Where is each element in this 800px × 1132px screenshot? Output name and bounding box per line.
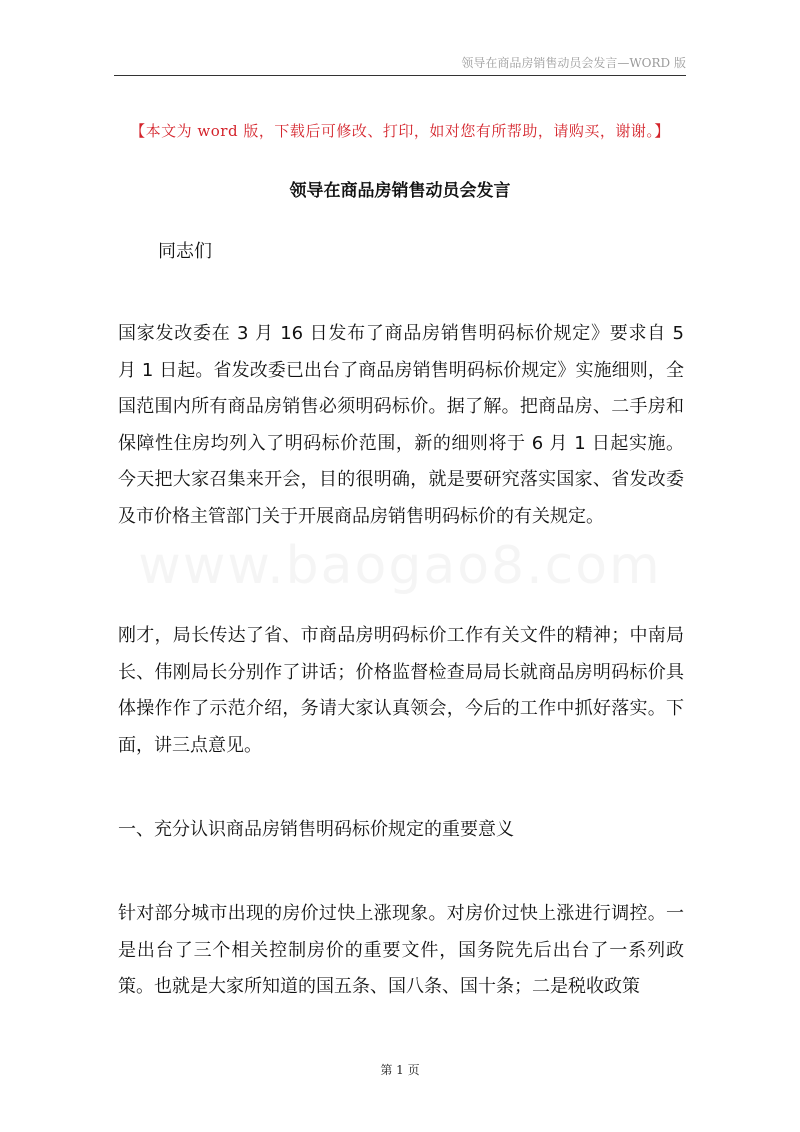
paragraph-3: 针对部分城市出现的房价过快上涨现象。对房价过快上涨进行调控。一是出台了三个相关控制房价的重要文件，国务院先后出台了一系列政策。也就是大家所知道的国五条、国八条、国十条；二是税收政策 xyxy=(118,903,684,997)
purchase-notice: 【本文为 word 版，下载后可修改、打印，如对您有所帮助，请购买，谢谢。】 xyxy=(130,122,670,140)
watermark: www.baogao8.com xyxy=(138,536,662,596)
greeting: 同志们 xyxy=(158,241,212,262)
page-number: 第 1 页 xyxy=(380,1063,420,1077)
paragraph-1: 国家发改委在 3 月 16 日发布了商品房销售明码标价规定》要求自 5 月 1 日起。省发改委已出台了商品房销售明码标价规定》实施细则，全国范围内所有商品房销售必须明码标价。据了解。把商品房、二手房和保障性住房均列入了明码标价范围，新的细则将于 6 月 1 日起实施。今天把大家召集来开会，目的很明确，就是要研究落实国家、省发改委及市价格主管部门关于开展商品房销售明码标价的有关规定。 xyxy=(118,323,684,527)
section-heading-1: 一、充分认识商品房销售明码标价规定的重要意义 xyxy=(118,819,514,840)
running-header: 领导在商品房销售动员会发言—WORD 版 xyxy=(461,56,686,70)
paragraph-2: 刚才，局长传达了省、市商品房明码标价工作有关文件的精神；中南局长、伟刚局长分别作了讲话；价格监督检查局局长就商品房明码标价具体操作作了示范介绍，务请大家认真领会，今后的工作中抓好落实。下面，讲三点意见。 xyxy=(118,625,684,756)
header-divider xyxy=(114,75,686,76)
document-title: 领导在商品房销售动员会发言 xyxy=(289,181,511,201)
